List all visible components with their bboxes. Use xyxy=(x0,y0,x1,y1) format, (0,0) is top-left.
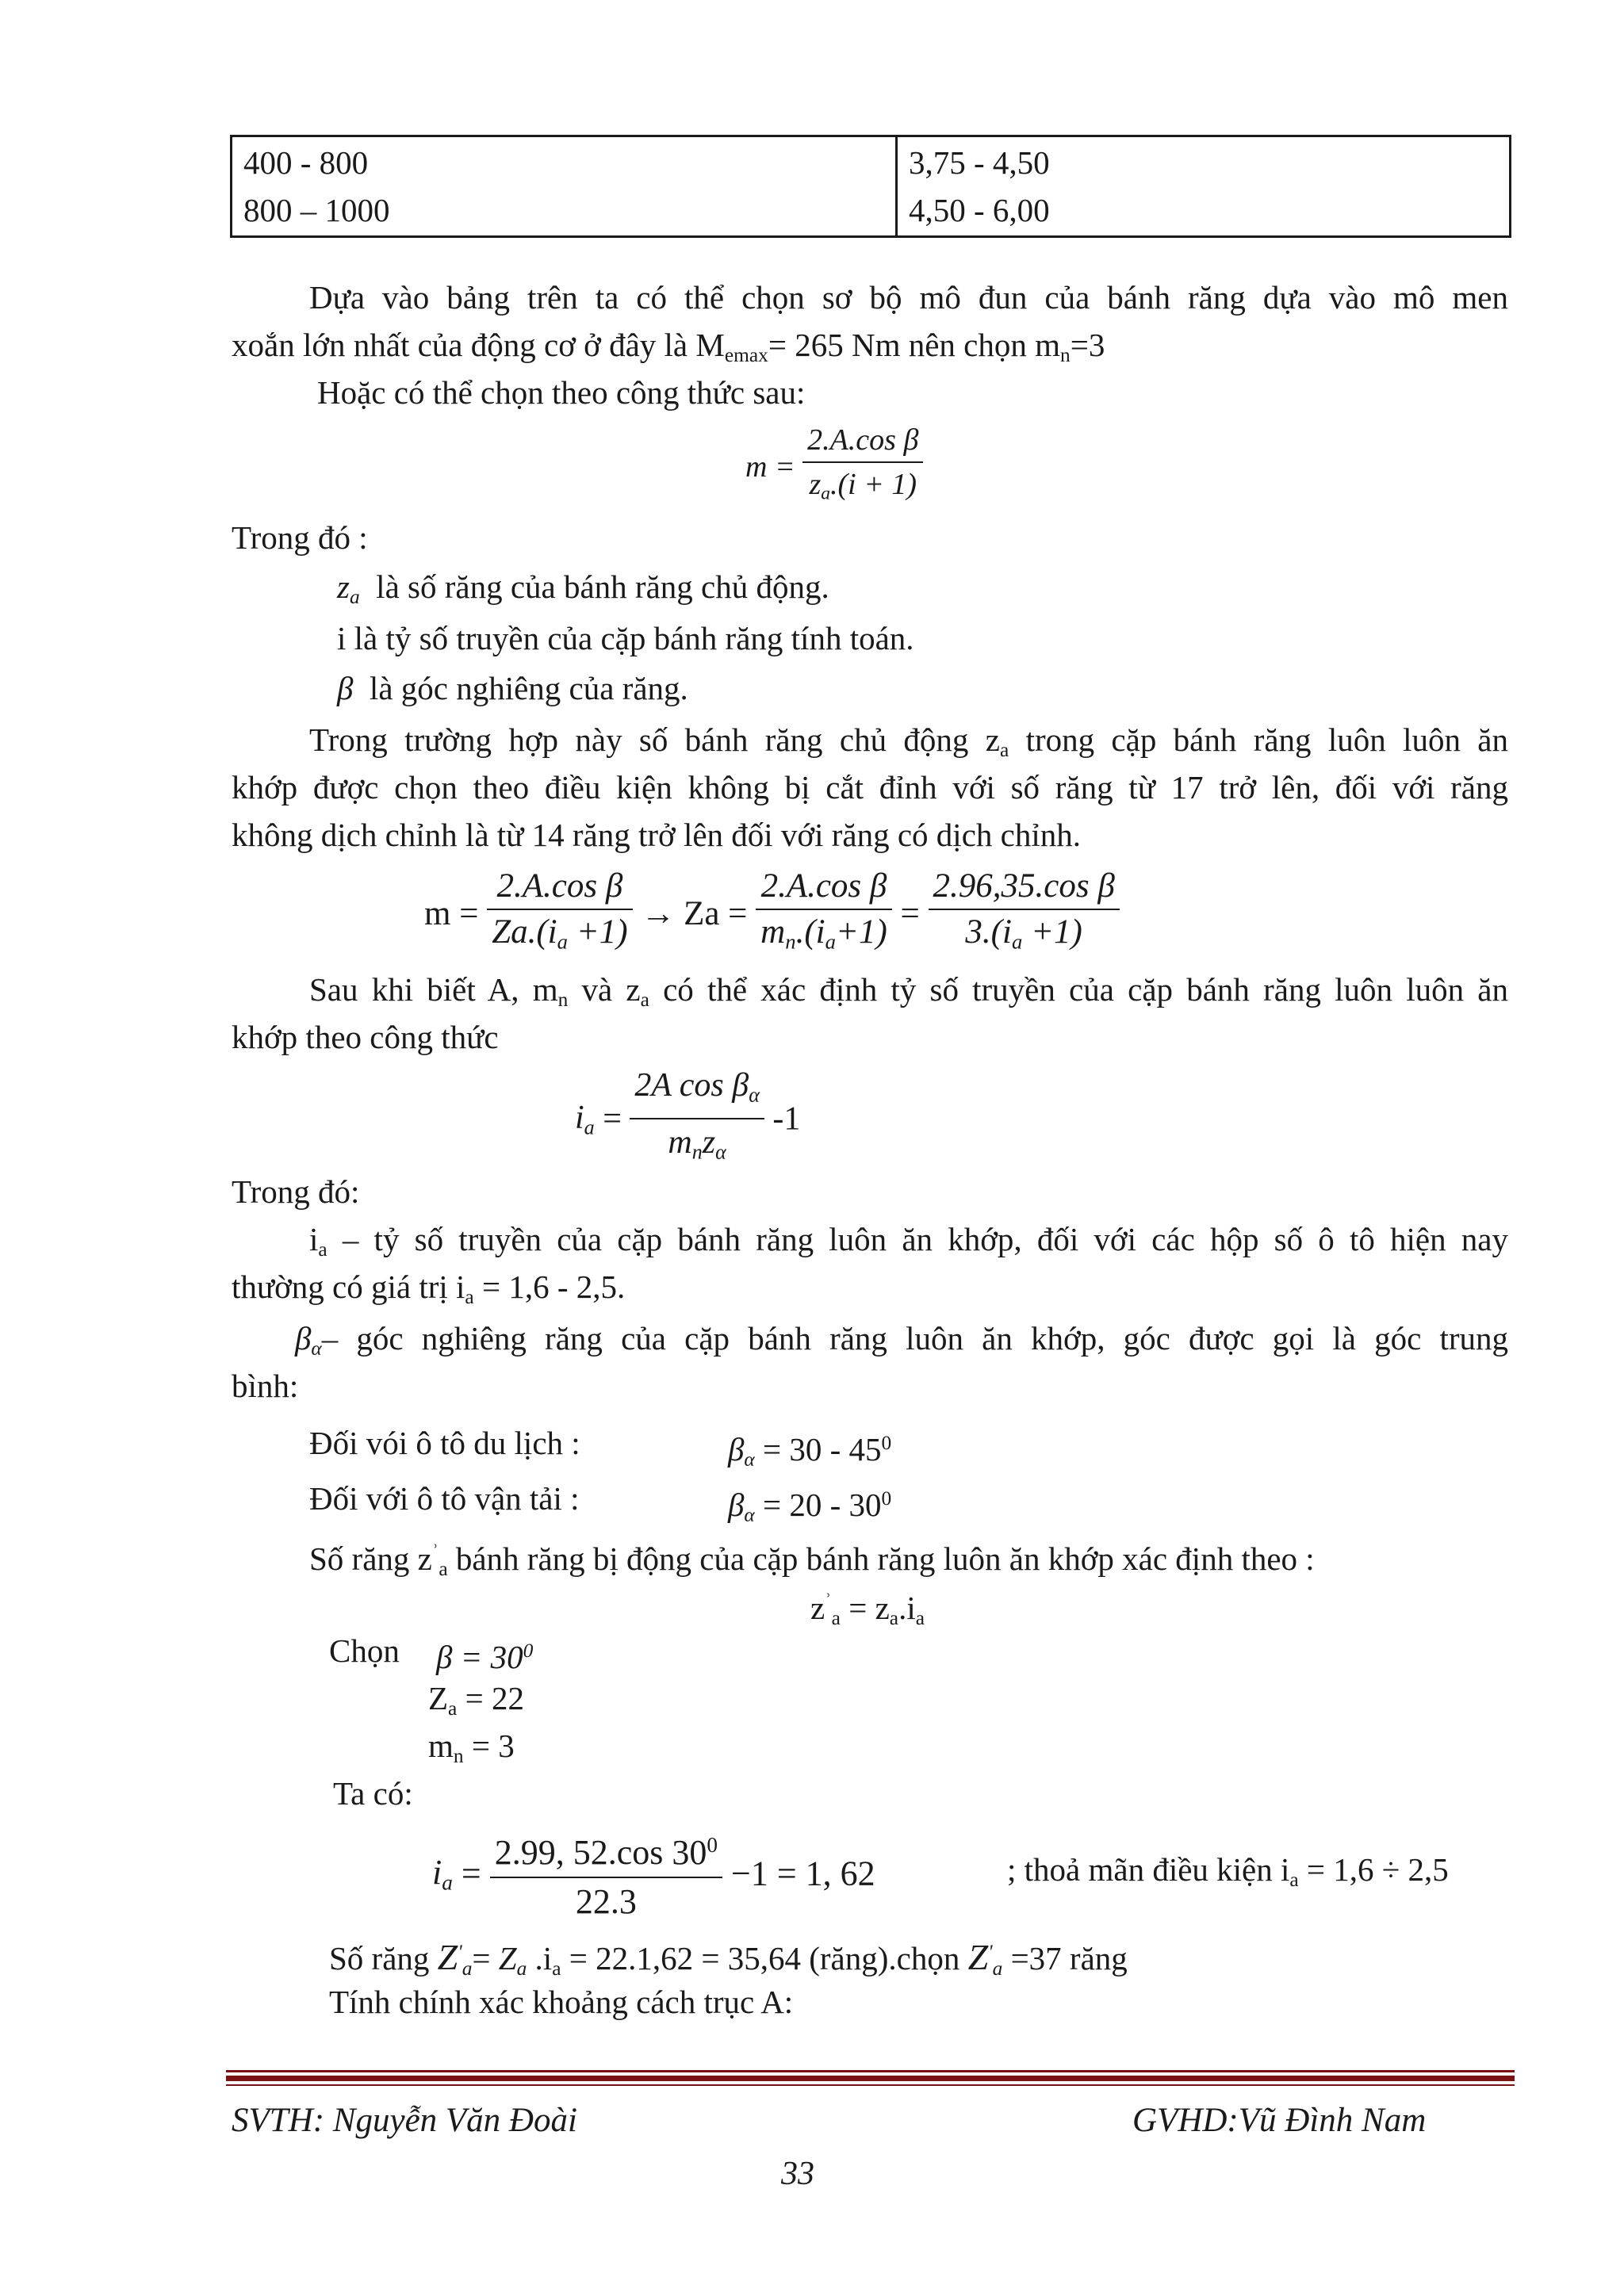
text: ; thoả mãn điều kiện i xyxy=(1007,1851,1290,1888)
paragraph-line: Hoặc có thể chọn theo công thức sau: xyxy=(317,374,806,411)
text: → Za = xyxy=(641,895,748,933)
text: Sau khi biết A, m xyxy=(309,971,558,1008)
subscript: a xyxy=(439,1558,448,1581)
formula-ia xyxy=(575,1062,800,1176)
text: = z xyxy=(840,1589,890,1626)
subscript: emax xyxy=(724,344,768,367)
table-row xyxy=(232,136,1511,187)
text: Số răng z xyxy=(309,1540,432,1577)
fraction xyxy=(802,419,923,515)
subscript: a xyxy=(552,1957,561,1980)
subscript: a xyxy=(831,1607,841,1630)
text: =37 răng xyxy=(1002,1939,1128,1976)
subscript: n xyxy=(557,989,569,1012)
text: có thể xác định tỷ số truyền của cặp bánh răng luôn luôn ăn xyxy=(649,971,1509,1008)
fraction-denominator xyxy=(802,463,923,515)
paragraph-line: khớp theo công thức xyxy=(232,1019,499,1055)
text: Trong trường hợp này số bánh răng chủ động z xyxy=(309,721,1000,758)
fraction-numerator: 2.A.cos β xyxy=(802,419,923,463)
choose-mn xyxy=(428,1722,515,1780)
subscript: n xyxy=(1060,344,1071,367)
subscript: a xyxy=(1011,929,1023,954)
text: 2A cos β xyxy=(634,1067,749,1104)
text: xoắn lớn nhất của động cơ ở đây là M xyxy=(232,327,725,363)
subscript: a xyxy=(1289,1869,1299,1892)
superscript: 0 xyxy=(881,1432,892,1454)
definition-line xyxy=(337,664,688,712)
formula-lhs: m = xyxy=(745,450,795,484)
fraction-numerator xyxy=(490,1821,722,1878)
choose-label: Chọn xyxy=(329,1632,400,1669)
superscript: ' xyxy=(988,1941,993,1963)
text: = 20 - 30 xyxy=(754,1486,882,1523)
text: −1 = 1, 62 xyxy=(731,1854,875,1893)
subscript: a xyxy=(821,483,831,504)
text: Za.(i xyxy=(492,913,557,951)
text: = 30 - 45 xyxy=(754,1430,882,1468)
table-cell-value: 4,50 - 6,00 xyxy=(897,186,1511,237)
text: β xyxy=(295,1320,312,1357)
footer-rule-line xyxy=(226,2070,1515,2072)
definition-line: i là tỷ số truyền của cặp bánh răng tính toán. xyxy=(337,620,914,656)
fraction xyxy=(487,864,632,963)
superscript: 0 xyxy=(523,1640,534,1662)
subscript: n xyxy=(691,1140,703,1164)
subscript: a xyxy=(462,1957,473,1980)
text: .(i + 1) xyxy=(830,468,917,501)
subscript: a xyxy=(318,1238,327,1261)
fraction xyxy=(756,864,892,963)
fraction-denominator: 22.3 xyxy=(575,1882,637,1921)
fraction-denominator xyxy=(487,910,632,963)
text: – tỷ số truyền của cặp bánh răng luôn ăn khớp, đối với các hộp số ô tô hiện nay xyxy=(327,1221,1508,1257)
text: 3.(i xyxy=(965,913,1012,951)
fraction-denominator xyxy=(929,910,1120,963)
subscript: n xyxy=(785,929,796,954)
section-label: Trong đó: xyxy=(232,1173,360,1210)
text: .i xyxy=(898,1589,916,1626)
paragraph-line: Dựa vào bảng trên ta có thể chọn sơ bộ mô đun của bánh răng dựa vào mô men xyxy=(309,279,1508,316)
subscript: n xyxy=(453,1745,464,1768)
fraction-numerator xyxy=(630,1062,764,1119)
footer-rule-line xyxy=(226,2084,1515,2086)
text: Số răng xyxy=(329,1939,430,1976)
fraction xyxy=(929,864,1120,963)
formula-module xyxy=(745,419,923,515)
superscript: ʾ xyxy=(825,1590,832,1613)
text: = 1,6 ÷ 2,5 xyxy=(1298,1851,1449,1888)
superscript: 0 xyxy=(707,1833,718,1857)
subscript: a xyxy=(992,1957,1003,1980)
text: m xyxy=(428,1728,454,1764)
definition-line xyxy=(337,563,829,621)
tourist-car-label: Đối vói ô tô du lịch : xyxy=(309,1425,580,1461)
text: m = xyxy=(424,895,479,933)
text: = 265 Nm nên chọn m xyxy=(768,327,1061,363)
text: bánh răng bị động của cặp bánh răng luôn ăn khớp xác định theo : xyxy=(447,1540,1315,1577)
text: +1) xyxy=(835,913,887,951)
subscript: a xyxy=(889,1607,899,1630)
fraction-numerator: 2.A.cos β xyxy=(756,864,892,910)
text: = xyxy=(900,895,920,933)
text: là góc nghiêng của răng. xyxy=(369,670,688,706)
subscript: α xyxy=(744,1504,755,1527)
text: z xyxy=(702,1124,716,1161)
paragraph-line: bình: xyxy=(232,1368,299,1404)
footer-advisor: GVHD:Vũ Đình Nam xyxy=(1132,2102,1427,2139)
table-cell-value: 3,75 - 4,50 xyxy=(897,136,1511,187)
text: .i xyxy=(527,1939,553,1976)
footer-student: SVTH: Nguyễn Văn Đoài xyxy=(232,2102,577,2139)
text: = 22.1,62 = 35,64 (răng).chọn xyxy=(561,1939,968,1976)
subscript: α xyxy=(749,1083,760,1107)
text: Z xyxy=(498,1939,517,1976)
fraction-denominator xyxy=(630,1119,764,1175)
formula-za-prime xyxy=(810,1578,925,1642)
text: trong cặp bánh răng luôn luôn ăn xyxy=(1009,721,1509,758)
text: Z xyxy=(437,1936,458,1977)
text: 2.99, 52.cos 30 xyxy=(494,1833,707,1872)
subscript: α xyxy=(715,1140,726,1164)
superscript: 0 xyxy=(881,1487,892,1510)
text: là số răng của bánh răng chủ động. xyxy=(376,568,829,605)
subscript: a xyxy=(516,1957,527,1980)
text: và z xyxy=(568,971,641,1008)
module-table xyxy=(230,135,1511,238)
paragraph-line: khớp được chọn theo điều kiện không bị cắt đỉnh với số răng từ 17 trở lên, đối với răng xyxy=(232,769,1508,806)
text: z xyxy=(337,568,350,605)
table-row xyxy=(232,186,1511,237)
condition-text xyxy=(1007,1846,1449,1904)
subscript: a xyxy=(557,929,568,954)
footer-rule-line xyxy=(226,2076,1515,2081)
fraction xyxy=(630,1062,764,1176)
text: Z xyxy=(428,1680,449,1716)
text: z xyxy=(810,1589,825,1626)
page-number: 33 xyxy=(781,2156,814,2192)
text: i xyxy=(575,1099,584,1136)
subscript: a xyxy=(448,1697,458,1720)
text: β xyxy=(337,670,354,706)
text: m xyxy=(668,1124,692,1161)
text: = 1,6 - 2,5. xyxy=(473,1269,626,1305)
text: =3 xyxy=(1070,327,1105,363)
subscript: α xyxy=(744,1448,755,1471)
text: i xyxy=(309,1221,319,1257)
choose-beta xyxy=(436,1627,533,1681)
text: = 3 xyxy=(463,1728,515,1764)
fraction xyxy=(490,1821,722,1926)
superscript: ʾ xyxy=(431,1541,439,1563)
subscript: α xyxy=(311,1337,322,1360)
fraction-denominator xyxy=(756,910,892,963)
subscript: a xyxy=(442,1870,453,1895)
text: – góc nghiêng răng của cặp bánh răng luôn ăn khớp, góc được gọi là góc trung xyxy=(321,1320,1508,1357)
truck-label: Đối với ô tô vận tải : xyxy=(309,1480,580,1517)
superscript: ' xyxy=(458,1941,462,1963)
paragraph-line xyxy=(232,1263,625,1321)
text: β xyxy=(728,1486,745,1523)
text: m xyxy=(760,913,786,951)
paragraph-line xyxy=(295,1314,1508,1372)
section-label: Trong đó : xyxy=(232,519,368,556)
text: Z xyxy=(967,1936,989,1977)
taco-label: Ta có: xyxy=(333,1775,413,1812)
text: thường có giá trị i xyxy=(232,1269,465,1305)
text: i xyxy=(432,1852,442,1892)
text: = xyxy=(472,1939,499,1976)
formula-ia-result xyxy=(432,1821,875,1926)
paragraph-line: không dịch chỉnh là từ 14 răng trở lên đối với răng có dịch chỉnh. xyxy=(232,817,1081,853)
text: = 22 xyxy=(457,1680,524,1716)
text: -1 xyxy=(772,1100,801,1138)
subscript: a xyxy=(825,929,836,954)
subscript: a xyxy=(999,739,1009,762)
text: .(i xyxy=(795,913,825,951)
text: = xyxy=(603,1100,622,1138)
tourist-car-value xyxy=(728,1419,891,1483)
text: +1) xyxy=(1022,913,1082,951)
paragraph-line: Tính chính xác khoảng cách trục A: xyxy=(329,1984,794,2020)
text: β = 30 xyxy=(436,1638,523,1675)
table-cell-range: 800 – 1000 xyxy=(232,186,897,237)
table-cell-range: 400 - 800 xyxy=(232,136,897,187)
formula-za xyxy=(424,864,1120,963)
subscript: a xyxy=(584,1115,595,1138)
text: +1) xyxy=(567,913,628,951)
subscript: a xyxy=(640,989,649,1012)
subscript: a xyxy=(349,586,360,609)
fraction-numerator: 2.96,35.cos β xyxy=(929,864,1120,910)
fraction-numerator: 2.A.cos β xyxy=(487,864,632,910)
subscript: a xyxy=(465,1286,474,1309)
subscript: a xyxy=(915,1607,925,1630)
text: = xyxy=(461,1854,481,1893)
text: β xyxy=(728,1430,745,1468)
text: z xyxy=(809,468,822,501)
